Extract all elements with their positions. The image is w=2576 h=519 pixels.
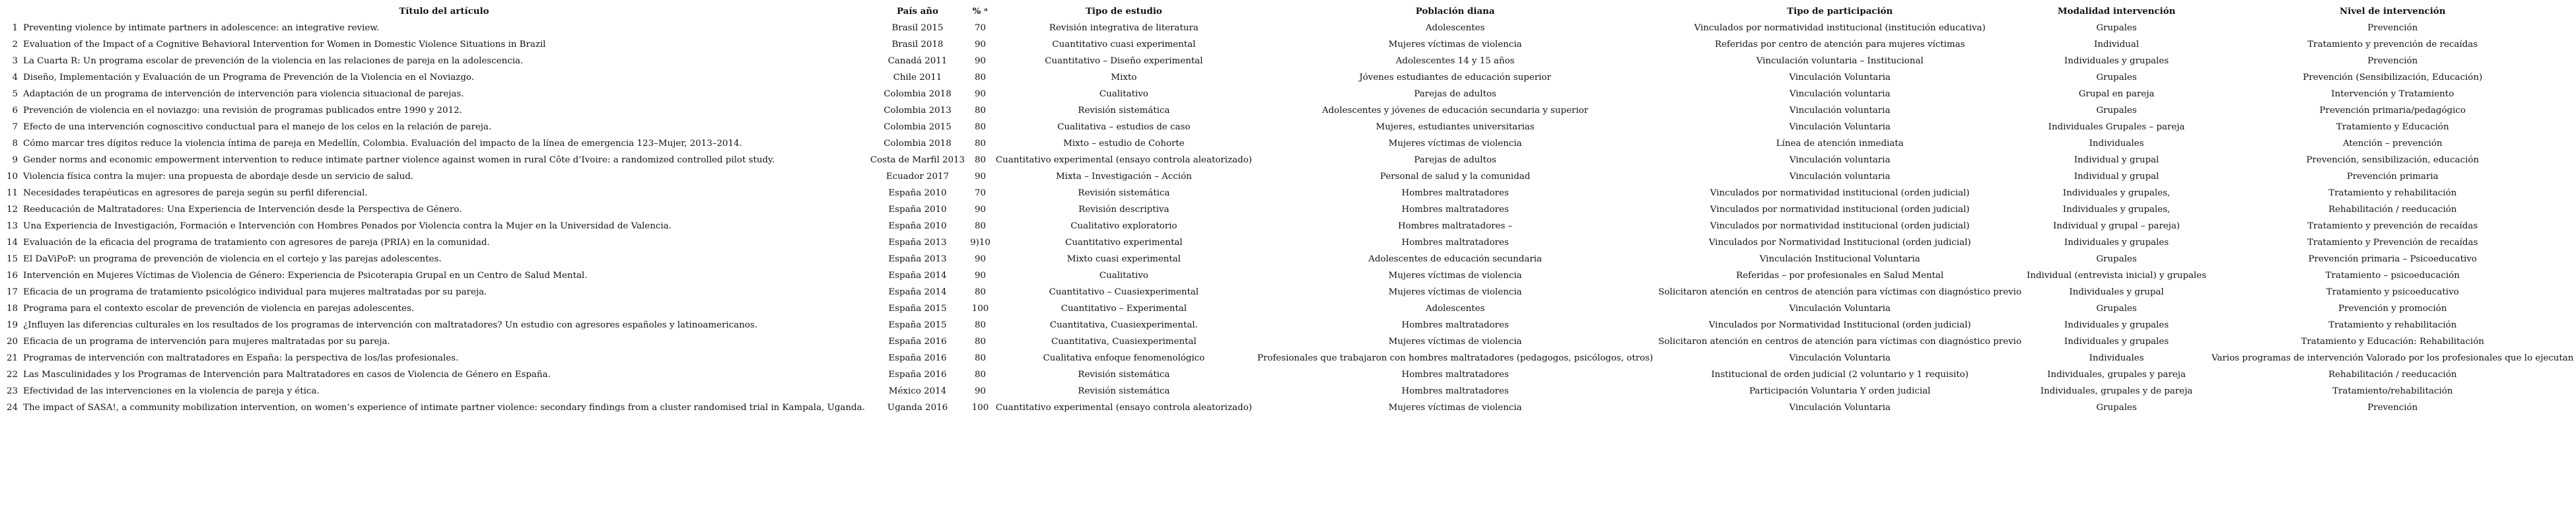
cell-number: 6 bbox=[12, 106, 18, 116]
cell-titulo: Reeducación de Maltratadores: Una Experiencia de Intervención desde la Perspectiva de Género. bbox=[23, 205, 462, 215]
cell-porcentaje: 80 bbox=[974, 320, 986, 330]
table-row bbox=[4, 234, 2576, 251]
cell-modalidad: Grupal en pareja bbox=[2078, 89, 2155, 99]
cell-number: 18 bbox=[7, 304, 18, 314]
cell-porcentaje: 70 bbox=[974, 23, 986, 33]
cell-porcentaje: 90 bbox=[974, 254, 986, 264]
cell-number: 2 bbox=[12, 40, 18, 50]
cell-porcentaje: 100 bbox=[971, 403, 989, 413]
cell-tipo-participacion: Vinculados por normatividad institucional (orden judicial) bbox=[1710, 221, 1970, 231]
cell-porcentaje: 90 bbox=[974, 271, 986, 281]
cell-poblacion-diana: Hombres maltratadores bbox=[1401, 370, 1509, 380]
table-body bbox=[4, 20, 2576, 416]
cell-tipo-participacion: Vinculación voluntaria bbox=[1789, 155, 1891, 165]
cell-pais-ano: España 2010 bbox=[888, 188, 947, 198]
cell-poblacion-diana: Hombres maltratadores bbox=[1401, 238, 1509, 248]
cell-modalidad: Individual y grupal bbox=[2073, 155, 2159, 165]
header-titulo: Título del artículo bbox=[399, 5, 489, 17]
cell-titulo: Programas de intervención con maltratadores en España: la perspectiva de los/las profesionales. bbox=[23, 353, 459, 363]
cell-modalidad: Individuales bbox=[2089, 353, 2144, 363]
cell-nivel: Tratamiento y prevención de recaídas bbox=[2307, 40, 2478, 50]
cell-titulo: Intervención en Mujeres Víctimas de Violencia de Género: Experiencia de Psicoterapia Grupal en un Centro de Salud Mental. bbox=[23, 271, 588, 281]
cell-titulo: Evaluación de la eficacia del programa de tratamiento con agresores de pareja (PRIA) en la comunidad. bbox=[23, 238, 490, 248]
cell-modalidad: Grupales bbox=[2096, 73, 2137, 83]
cell-pais-ano: Brasil 2018 bbox=[891, 40, 944, 50]
cell-tipo-participacion: Vinculados por normatividad institucional (orden judicial) bbox=[1710, 188, 1970, 198]
cell-titulo: Cómo marcar tres dígitos reduce la violencia íntima de pareja en Medellín, Colombia. Evaluación del impacto de la línea de emergencia 123–Mujer, 2013–2014. bbox=[23, 139, 742, 149]
cell-porcentaje: 80 bbox=[974, 287, 986, 297]
cell-pais-ano: España 2014 bbox=[888, 287, 947, 297]
cell-porcentaje: 70 bbox=[974, 188, 986, 198]
cell-pais-ano: Colombia 2015 bbox=[884, 122, 952, 132]
table-row bbox=[4, 218, 2576, 234]
cell-nivel: Tratamiento/rehabilitación bbox=[2332, 386, 2453, 396]
table-row bbox=[4, 69, 2576, 86]
cell-titulo: The impact of SASA!, a community mobilization intervention, on women’s experience of intimate partner violence: secondary findings from a cluster randomised trial in Kampala, Uganda. bbox=[23, 403, 865, 413]
cell-tipo-participacion: Vinculación voluntaria bbox=[1789, 172, 1891, 182]
cell-poblacion-diana: Hombres maltratadores bbox=[1401, 386, 1509, 396]
cell-nivel: Tratamiento – psicoeducación bbox=[2325, 271, 2460, 281]
cell-modalidad: Grupales bbox=[2096, 304, 2137, 314]
cell-porcentaje: 80 bbox=[974, 122, 986, 132]
cell-modalidad: Individuales y grupales bbox=[2064, 56, 2169, 66]
cell-tipo-estudio: Cuantitativo experimental (ensayo controla aleatorizado) bbox=[995, 155, 1252, 165]
cell-nivel: Prevención (Sensibilización, Educación) bbox=[2303, 73, 2483, 83]
table-row bbox=[4, 267, 2576, 284]
cell-pais-ano: España 2015 bbox=[888, 320, 947, 330]
cell-pais-ano: Colombia 2018 bbox=[884, 89, 952, 99]
table-row bbox=[4, 383, 2576, 399]
cell-titulo: Programa para el contexto escolar de prevención de violencia en parejas adolescentes. bbox=[23, 304, 415, 314]
cell-tipo-participacion: Línea de atención inmediata bbox=[1776, 139, 1904, 149]
cell-modalidad: Individual (entrevista inicial) y grupales bbox=[2027, 271, 2207, 281]
cell-tipo-participacion: Participación Voluntaria Y orden judicial bbox=[1749, 386, 1931, 396]
cell-titulo: ¿Influyen las diferencias culturales en los resultados de los programas de intervención con maltratadores? Un estudio con agresores españoles y latinoamericanos. bbox=[23, 320, 757, 330]
cell-nivel: Intervención y Tratamiento bbox=[2331, 89, 2454, 99]
cell-number: 1 bbox=[12, 23, 18, 33]
cell-number: 19 bbox=[7, 320, 18, 330]
cell-modalidad: Individuales y grupales bbox=[2064, 320, 2169, 330]
cell-modalidad: Individuales, grupales y pareja bbox=[2047, 370, 2186, 380]
cell-poblacion-diana: Adolescentes de educación secundaria bbox=[1368, 254, 1542, 264]
cell-titulo: La Cuarta R: Un programa escolar de prevención de la violencia en las relaciones de pareja en la adolescencia. bbox=[23, 56, 524, 66]
cell-pais-ano: España 2016 bbox=[888, 353, 947, 363]
cell-tipo-estudio: Cuantitativo – Diseño experimental bbox=[1045, 56, 1203, 66]
cell-modalidad: Individuales y grupales, bbox=[2062, 205, 2171, 215]
cell-titulo: Preventing violence by intimate partners in adolescence: an integrative review. bbox=[23, 23, 380, 33]
table-row bbox=[4, 201, 2576, 218]
table-row bbox=[4, 284, 2576, 300]
cell-modalidad: Individuales bbox=[2089, 139, 2144, 149]
cell-tipo-participacion: Vinculados por normatividad institucional (orden judicial) bbox=[1710, 205, 1970, 215]
cell-number: 22 bbox=[7, 370, 18, 380]
cell-pais-ano: Chile 2011 bbox=[893, 73, 942, 83]
articles-table bbox=[4, 3, 2576, 416]
cell-pais-ano: Colombia 2018 bbox=[884, 139, 952, 149]
cell-number: 7 bbox=[12, 122, 18, 132]
cell-poblacion-diana: Adolescentes y jóvenes de educación secundaria y superior bbox=[1322, 106, 1589, 116]
cell-pais-ano: España 2010 bbox=[888, 205, 947, 215]
cell-poblacion-diana: Hombres maltratadores bbox=[1401, 188, 1509, 198]
cell-porcentaje: 80 bbox=[974, 155, 986, 165]
cell-poblacion-diana: Hombres maltratadores – bbox=[1397, 221, 1513, 231]
cell-titulo: Efecto de una intervención cognoscitivo conductual para el manejo de los celos en la relación de pareja. bbox=[23, 122, 492, 132]
cell-tipo-estudio: Cualitativo bbox=[1099, 271, 1148, 281]
cell-porcentaje: 90 bbox=[974, 205, 986, 215]
cell-pais-ano: Brasil 2015 bbox=[891, 23, 944, 33]
cell-modalidad: Individual y grupal bbox=[2073, 172, 2159, 182]
cell-titulo: Adaptación de un programa de intervención de intervención para violencia situacional de parejas. bbox=[23, 89, 464, 99]
cell-titulo: El DaViPoP: un programa de prevención de violencia en el cortejo y las parejas adolescentes. bbox=[23, 254, 442, 264]
cell-pais-ano: México 2014 bbox=[888, 386, 947, 396]
table-row bbox=[4, 152, 2576, 168]
cell-poblacion-diana: Profesionales que trabajaron con hombres maltratadores (pedagogos, psicólogos, otros) bbox=[1257, 353, 1654, 363]
cell-tipo-participacion: Solicitaron atención en centros de atención para víctimas con diagnóstico previo bbox=[1658, 337, 2022, 347]
table-row bbox=[4, 135, 2576, 152]
cell-pais-ano: España 2013 bbox=[888, 254, 947, 264]
header-poblacion-diana: Población diana bbox=[1415, 5, 1495, 17]
cell-tipo-participacion: Vinculación voluntaria bbox=[1789, 106, 1891, 116]
cell-number: 12 bbox=[7, 205, 18, 215]
cell-tipo-estudio: Revisión sistemática bbox=[1078, 188, 1170, 198]
cell-number: 4 bbox=[12, 73, 18, 83]
cell-porcentaje: 9)10 bbox=[970, 238, 991, 248]
cell-tipo-estudio: Cuantitativo cuasi experimental bbox=[1052, 40, 1196, 50]
cell-poblacion-diana: Adolescentes 14 y 15 años bbox=[1395, 56, 1515, 66]
cell-number: 23 bbox=[7, 386, 18, 396]
cell-porcentaje: 80 bbox=[974, 139, 986, 149]
cell-titulo: Eficacia de un programa de intervención para mujeres maltratadas por su pareja. bbox=[23, 337, 390, 347]
cell-nivel: Prevención y promoción bbox=[2338, 304, 2447, 314]
table-row bbox=[4, 86, 2576, 102]
cell-modalidad: Grupales bbox=[2096, 106, 2137, 116]
cell-porcentaje: 90 bbox=[974, 386, 986, 396]
cell-poblacion-diana: Mujeres víctimas de violencia bbox=[1388, 139, 1522, 149]
cell-poblacion-diana: Mujeres, estudiantes universitarias bbox=[1375, 122, 1535, 132]
cell-number: 17 bbox=[7, 287, 18, 297]
cell-nivel: Prevención primaria/pedagógico bbox=[2319, 106, 2466, 116]
cell-number: 16 bbox=[7, 271, 18, 281]
table-row bbox=[4, 366, 2576, 383]
cell-titulo: Gender norms and economic empowerment intervention to reduce intimate partner violence against women in rural Côte d’Ivoire: a randomized controlled pilot study. bbox=[23, 155, 775, 165]
cell-titulo: Necesidades terapéuticas en agresores de pareja según su perfil diferencial. bbox=[23, 188, 368, 198]
header-modalidad: Modalidad intervención bbox=[2057, 5, 2176, 17]
cell-number: 3 bbox=[12, 56, 18, 66]
cell-pais-ano: Ecuador 2017 bbox=[886, 172, 950, 182]
cell-porcentaje: 90 bbox=[974, 40, 986, 50]
cell-porcentaje: 90 bbox=[974, 56, 986, 66]
cell-tipo-estudio: Cualitativa – estudios de caso bbox=[1057, 122, 1191, 132]
cell-nivel: Varios programas de intervención Valorado por los profesionales que lo ejecutan bbox=[2211, 353, 2574, 363]
header-tipo-participacion: Tipo de participación bbox=[1787, 5, 1893, 17]
cell-tipo-participacion: Vinculación Voluntaria bbox=[1789, 403, 1891, 413]
cell-number: 10 bbox=[7, 172, 18, 182]
cell-tipo-participacion: Referidas por centro de atención para mujeres víctimas bbox=[1714, 40, 1965, 50]
cell-number: 24 bbox=[7, 403, 18, 413]
cell-pais-ano: Uganda 2016 bbox=[887, 403, 948, 413]
cell-poblacion-diana: Jóvenes estudiantes de educación superior bbox=[1359, 73, 1551, 83]
cell-tipo-participacion: Vinculación Voluntaria bbox=[1789, 122, 1891, 132]
cell-modalidad: Individual y grupal – pareja) bbox=[2053, 221, 2180, 231]
table-row bbox=[4, 300, 2576, 317]
table-row bbox=[4, 333, 2576, 350]
cell-poblacion-diana: Mujeres víctimas de violencia bbox=[1388, 337, 1522, 347]
cell-pais-ano: España 2015 bbox=[888, 304, 947, 314]
cell-pais-ano: Colombia 2013 bbox=[884, 106, 952, 116]
cell-tipo-participacion: Vinculación Voluntaria bbox=[1789, 304, 1891, 314]
cell-poblacion-diana: Mujeres víctimas de violencia bbox=[1388, 403, 1522, 413]
cell-nivel: Tratamiento y Educación: Rehabilitación bbox=[2301, 337, 2484, 347]
cell-porcentaje: 80 bbox=[974, 106, 986, 116]
table-row bbox=[4, 102, 2576, 119]
cell-nivel: Prevención bbox=[2367, 23, 2418, 33]
table-row bbox=[4, 350, 2576, 366]
cell-pais-ano: España 2016 bbox=[888, 337, 947, 347]
cell-modalidad: Individuales y grupal bbox=[2069, 287, 2164, 297]
cell-nivel: Prevención primaria bbox=[2346, 172, 2439, 182]
cell-titulo: Violencia física contra la mujer: una propuesta de abordaje desde un servicio de salud. bbox=[23, 172, 414, 182]
cell-pais-ano: Canadá 2011 bbox=[888, 56, 948, 66]
cell-tipo-participacion: Vinculación voluntaria bbox=[1789, 89, 1891, 99]
cell-number: 8 bbox=[12, 139, 18, 149]
header-nivel: Nivel de intervención bbox=[2340, 5, 2446, 17]
cell-tipo-estudio: Mixta – Investigación – Acción bbox=[1055, 172, 1192, 182]
cell-number: 5 bbox=[12, 89, 18, 99]
cell-number: 20 bbox=[7, 337, 18, 347]
cell-modalidad: Individuales y grupales bbox=[2064, 337, 2169, 347]
cell-poblacion-diana: Adolescentes bbox=[1425, 23, 1485, 33]
table-row bbox=[4, 185, 2576, 201]
cell-porcentaje: 80 bbox=[974, 221, 986, 231]
cell-tipo-estudio: Cuantitativo – Cuasiexperimental bbox=[1049, 287, 1199, 297]
cell-number: 14 bbox=[7, 238, 18, 248]
table-row bbox=[4, 36, 2576, 53]
cell-porcentaje: 80 bbox=[974, 73, 986, 83]
cell-tipo-estudio: Mixto – estudio de Cohorte bbox=[1063, 139, 1185, 149]
cell-nivel: Prevención bbox=[2367, 56, 2418, 66]
cell-nivel: Prevención, sensibilización, educación bbox=[2306, 155, 2480, 165]
header-porcentaje: % ᵃ bbox=[972, 5, 989, 17]
cell-tipo-estudio: Revisión sistemática bbox=[1078, 386, 1170, 396]
cell-pais-ano: España 2016 bbox=[888, 370, 947, 380]
cell-tipo-participacion: Vinculación Institucional Voluntaria bbox=[1759, 254, 1920, 264]
cell-number: 9 bbox=[12, 155, 18, 165]
cell-tipo-estudio: Cualitativa enfoque fenomenológico bbox=[1043, 353, 1205, 363]
cell-titulo: Evaluation of the Impact of a Cognitive Behavioral Intervention for Women in Domestic Violence Situations in Brazil bbox=[23, 40, 546, 50]
cell-poblacion-diana: Mujeres víctimas de violencia bbox=[1388, 287, 1522, 297]
cell-titulo: Prevención de violencia en el noviazgo: una revisión de programas publicados entre 1990 y 2012. bbox=[23, 106, 462, 116]
cell-titulo: Las Masculinidades y los Programas de Intervención para Maltratadores en casos de Violencia de Género en España. bbox=[23, 370, 551, 380]
cell-modalidad: Grupales bbox=[2096, 403, 2137, 413]
cell-nivel: Tratamiento y psicoeducativo bbox=[2326, 287, 2459, 297]
cell-tipo-estudio: Cuantitativo experimental bbox=[1065, 238, 1183, 248]
cell-nivel: Tratamiento y Educación bbox=[2336, 122, 2449, 132]
cell-tipo-participacion: Vinculados por normatividad institucional (institución educativa) bbox=[1694, 23, 1986, 33]
cell-modalidad: Individuales y grupales, bbox=[2062, 188, 2171, 198]
table-row bbox=[4, 53, 2576, 69]
cell-nivel: Atención – prevención bbox=[2342, 139, 2443, 149]
table-row bbox=[4, 317, 2576, 333]
cell-poblacion-diana: Hombres maltratadores bbox=[1401, 320, 1509, 330]
table-row bbox=[4, 251, 2576, 267]
cell-porcentaje: 80 bbox=[974, 337, 986, 347]
cell-number: 21 bbox=[7, 353, 18, 363]
header-number bbox=[4, 3, 20, 20]
cell-number: 11 bbox=[7, 188, 18, 198]
cell-number: 13 bbox=[7, 221, 18, 231]
header-row bbox=[4, 3, 2576, 20]
cell-pais-ano: Costa de Marfil 2013 bbox=[870, 155, 965, 165]
cell-titulo: Eficacia de un programa de tratamiento psicológico individual para mujeres maltratadas por su pareja. bbox=[23, 287, 487, 297]
cell-pais-ano: España 2013 bbox=[888, 238, 947, 248]
header-pais-ano: País año bbox=[896, 5, 938, 17]
header-tipo-estudio: Tipo de estudio bbox=[1085, 5, 1162, 17]
cell-nivel: Tratamiento y rehabilitación bbox=[2328, 320, 2457, 330]
table-row bbox=[4, 399, 2576, 416]
cell-tipo-participacion: Solicitaron atención en centros de atención para víctimas con diagnóstico previo bbox=[1658, 287, 2022, 297]
cell-tipo-estudio: Revisión sistemática bbox=[1078, 370, 1170, 380]
cell-nivel: Prevención bbox=[2367, 403, 2418, 413]
cell-tipo-participacion: Vinculación voluntaria – Institucional bbox=[1756, 56, 1924, 66]
cell-tipo-participacion: Vinculación Voluntaria bbox=[1789, 73, 1891, 83]
cell-titulo: Diseño, Implementación y Evaluación de un Programa de Prevención de la Violencia en el Noviazgo. bbox=[23, 73, 474, 83]
cell-tipo-estudio: Cuantitativo experimental (ensayo controla aleatorizado) bbox=[995, 403, 1252, 413]
cell-pais-ano: España 2014 bbox=[888, 271, 947, 281]
cell-nivel: Rehabilitación / reeducación bbox=[2328, 370, 2457, 380]
cell-tipo-participacion: Vinculación Voluntaria bbox=[1789, 353, 1891, 363]
cell-tipo-participacion: Institucional de orden judicial (2 voluntario y 1 requisito) bbox=[1711, 370, 1969, 380]
cell-nivel: Rehabilitación / reeducación bbox=[2328, 205, 2457, 215]
table-row bbox=[4, 20, 2576, 36]
cell-titulo: Una Experiencia de Investigación, Formación e Intervención con Hombres Penados por Violencia contra la Mujer en la Universidad de Valencia. bbox=[23, 221, 672, 231]
cell-tipo-participacion: Vinculados por Normatividad Institucional (orden judicial) bbox=[1708, 238, 1971, 248]
cell-porcentaje: 80 bbox=[974, 353, 986, 363]
cell-nivel: Tratamiento y prevención de recaídas bbox=[2307, 221, 2478, 231]
cell-poblacion-diana: Personal de salud y la comunidad bbox=[1379, 172, 1531, 182]
cell-poblacion-diana: Hombres maltratadores bbox=[1401, 205, 1509, 215]
cell-tipo-estudio: Cualitativo exploratorio bbox=[1070, 221, 1177, 231]
cell-porcentaje: 90 bbox=[974, 89, 986, 99]
cell-modalidad: Individuales Grupales – pareja bbox=[2048, 122, 2185, 132]
cell-tipo-estudio: Cuantitativa, Cuasiexperimental bbox=[1051, 337, 1197, 347]
cell-nivel: Tratamiento y Prevención de recaídas bbox=[2307, 238, 2478, 248]
table-row bbox=[4, 119, 2576, 135]
cell-tipo-estudio: Revisión descriptiva bbox=[1078, 205, 1169, 215]
cell-modalidad: Individuales y grupales bbox=[2064, 238, 2169, 248]
cell-tipo-estudio: Revisión sistemática bbox=[1078, 106, 1170, 116]
cell-porcentaje: 90 bbox=[974, 172, 986, 182]
cell-tipo-estudio: Revisión integrativa de literatura bbox=[1049, 23, 1199, 33]
cell-tipo-estudio: Mixto bbox=[1111, 73, 1137, 83]
cell-poblacion-diana: Parejas de adultos bbox=[1414, 155, 1496, 165]
cell-modalidad: Grupales bbox=[2096, 254, 2137, 264]
cell-tipo-estudio: Cuantitativa, Cuasiexperimental. bbox=[1049, 320, 1198, 330]
cell-pais-ano: España 2010 bbox=[888, 221, 947, 231]
cell-poblacion-diana: Mujeres víctimas de violencia bbox=[1388, 271, 1522, 281]
cell-porcentaje: 100 bbox=[971, 304, 989, 314]
cell-tipo-estudio: Mixto cuasi experimental bbox=[1066, 254, 1181, 264]
cell-tipo-estudio: Cuantitativo – Experimental bbox=[1061, 304, 1187, 314]
cell-titulo: Efectividad de las intervenciones en la violencia de pareja y ética. bbox=[23, 386, 320, 396]
cell-tipo-participacion: Vinculados por Normatividad Institucional (orden judicial) bbox=[1708, 320, 1971, 330]
cell-number: 15 bbox=[7, 254, 18, 264]
cell-porcentaje: 80 bbox=[974, 370, 986, 380]
cell-modalidad: Individuales, grupales y de pareja bbox=[2040, 386, 2193, 396]
cell-poblacion-diana: Parejas de adultos bbox=[1414, 89, 1496, 99]
cell-poblacion-diana: Mujeres víctimas de violencia bbox=[1388, 40, 1522, 50]
cell-poblacion-diana: Adolescentes bbox=[1425, 304, 1485, 314]
cell-tipo-participacion: Referidas – por profesionales en Salud Mental bbox=[1736, 271, 1944, 281]
cell-nivel: Tratamiento y rehabilitación bbox=[2328, 188, 2457, 198]
cell-modalidad: Grupales bbox=[2096, 23, 2137, 33]
cell-modalidad: Individual bbox=[2094, 40, 2140, 50]
table-row bbox=[4, 168, 2576, 185]
cell-tipo-estudio: Cualitativo bbox=[1099, 89, 1148, 99]
table-header bbox=[4, 3, 2576, 20]
cell-nivel: Prevención primaria – Psicoeducativo bbox=[2308, 254, 2477, 264]
